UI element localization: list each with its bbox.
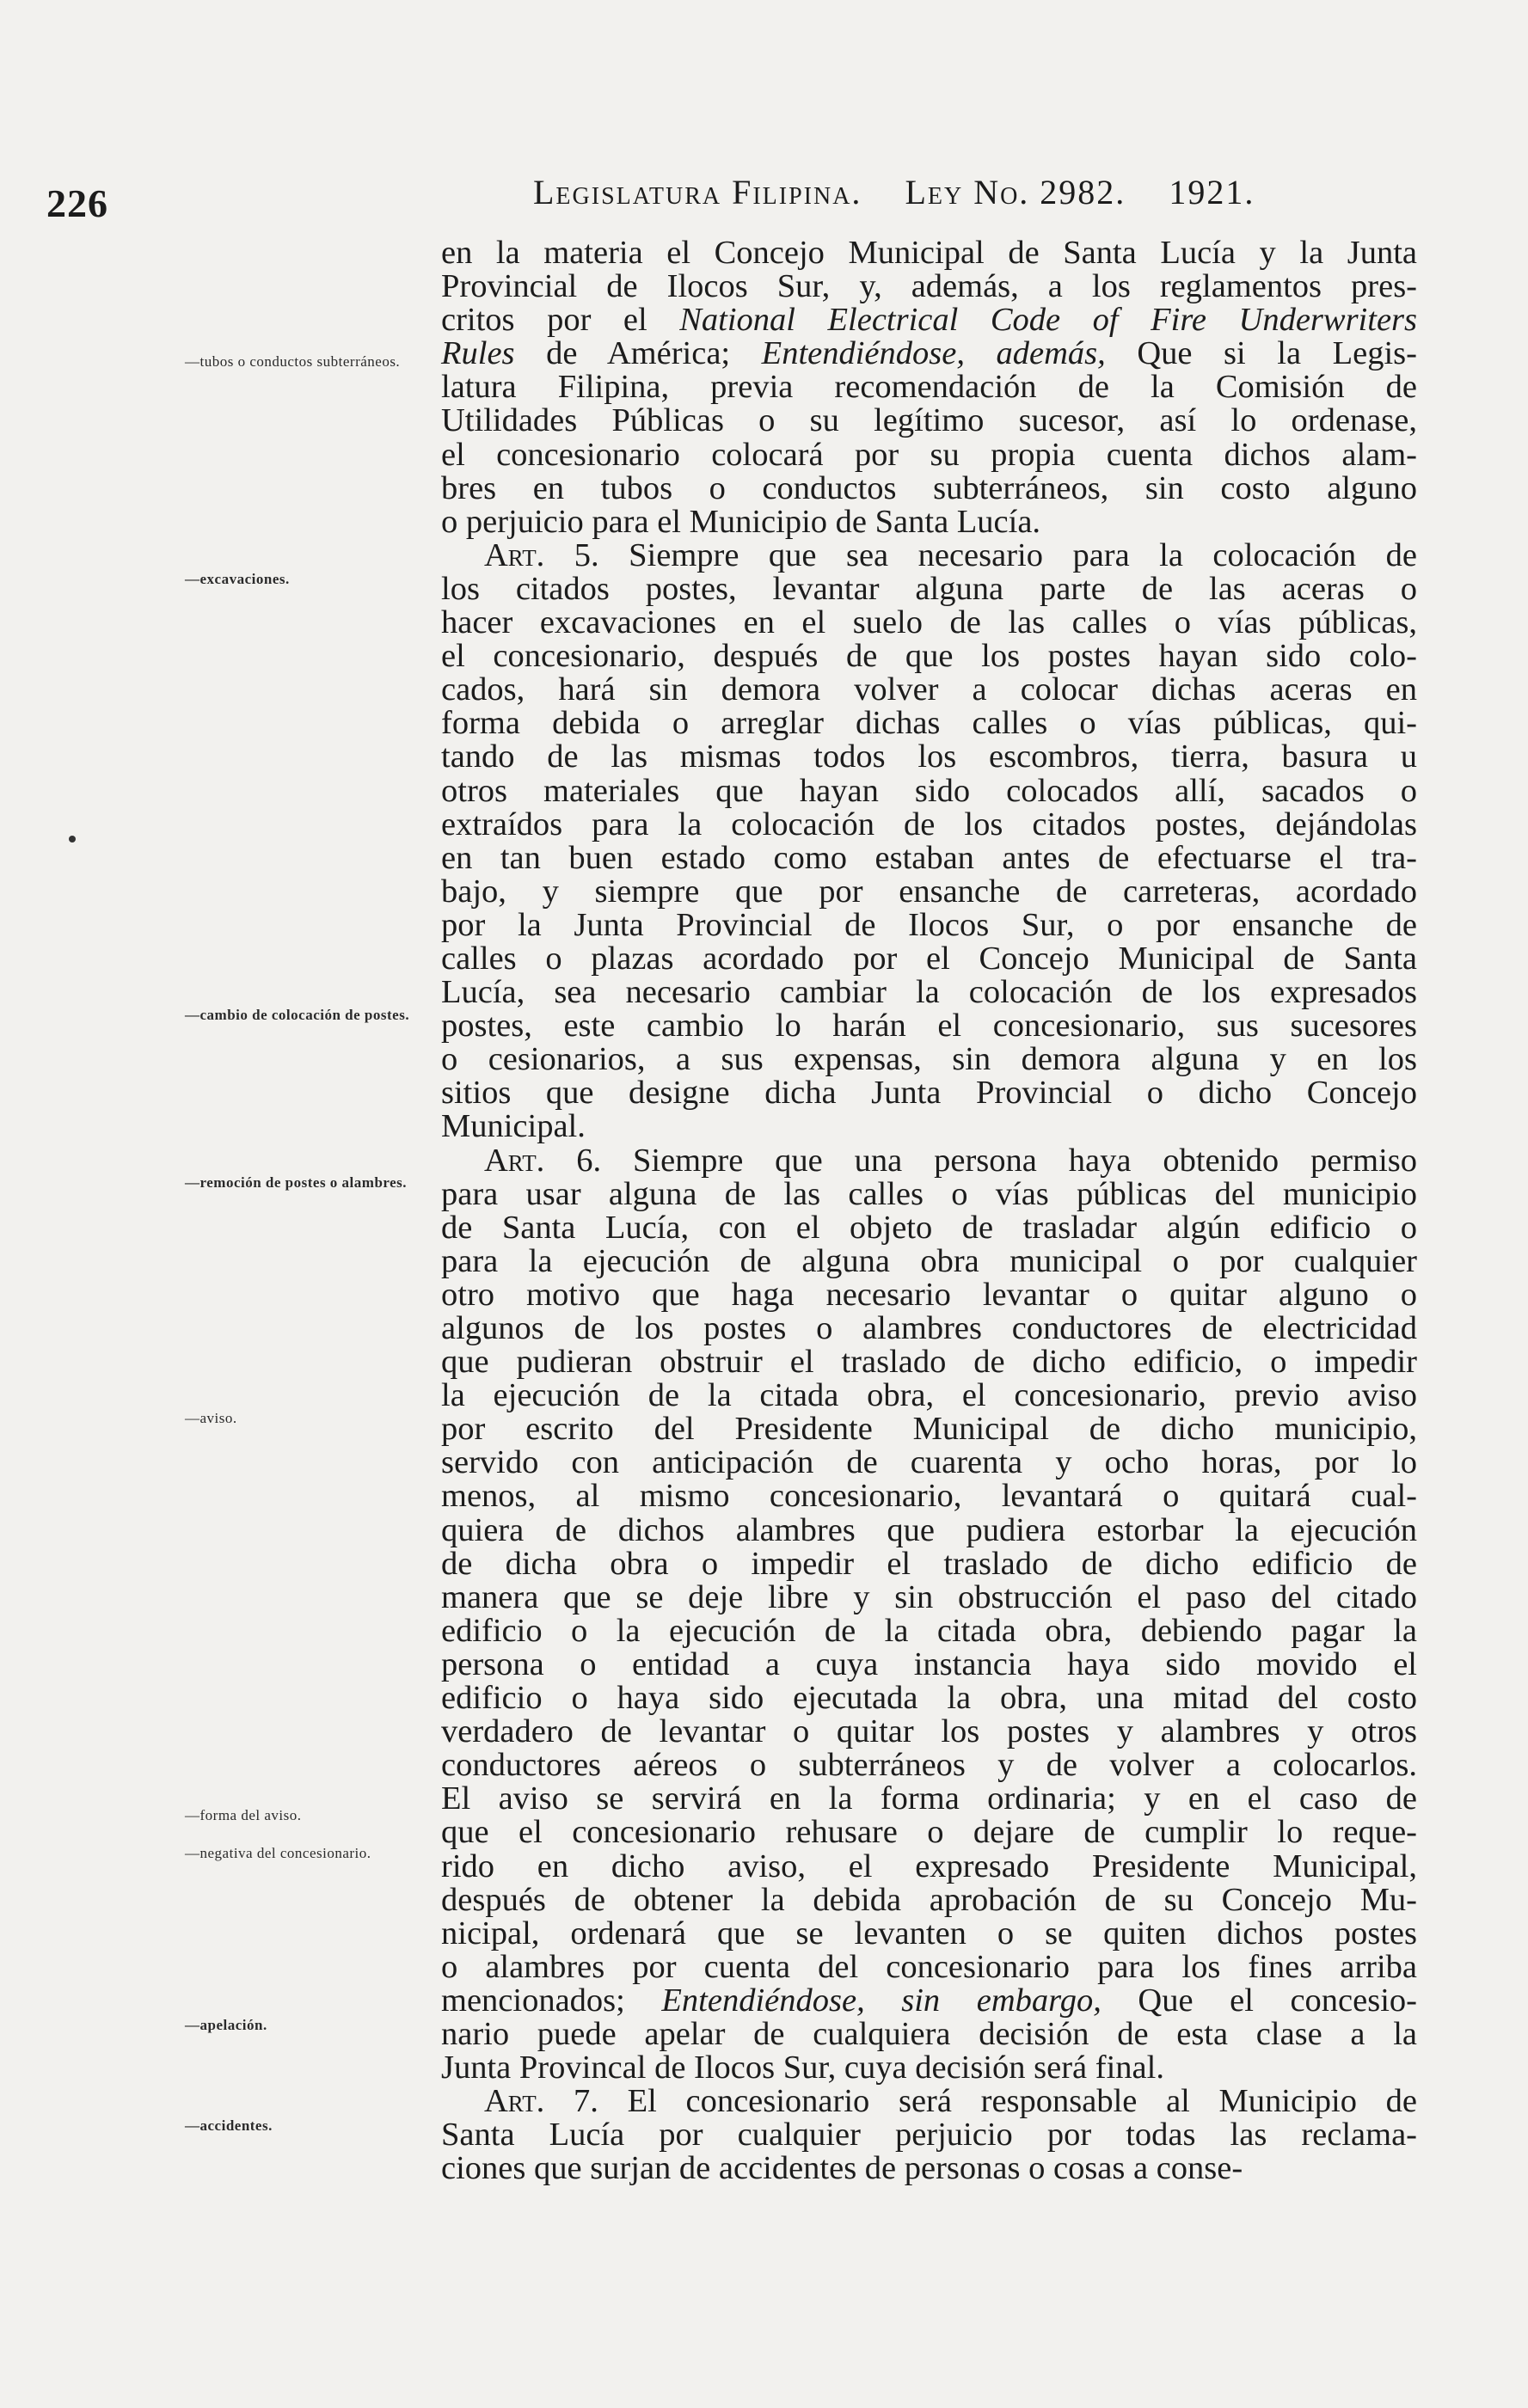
text-line: de Santa Lucía, con el objeto de trasladar algún edificio o	[441, 1209, 1417, 1246]
text-line: extraídos para la colocación de los citados postes, dejándolas	[441, 806, 1417, 842]
text-line: menos, al mismo concesionario, levantará o quitará cual-	[441, 1478, 1417, 1515]
text-line: sitios que designe dicha Junta Provincial o dicho Concejo	[441, 1075, 1417, 1112]
text-line: calles o plazas acordado por el Concejo Municipal de Santa	[441, 940, 1417, 977]
text-line: otro motivo que haga necesario levantar o quitar alguno o	[441, 1276, 1417, 1313]
text-line: ciones que surjan de accidentes de personas o cosas a conse-	[441, 2150, 1243, 2187]
text-line: nario puede apelar de cualquiera decisión de esta clase a la	[441, 2015, 1417, 2052]
text-line: Provincial de Ilocos Sur, y, además, a los reglamentos pres-	[441, 268, 1417, 305]
margin-note-excavaciones: —excavaciones.	[185, 571, 290, 587]
text-line: para la ejecución de alguna obra municipal o por cualquier	[441, 1242, 1417, 1279]
text-line: el concesionario, después de que los postes hayan sido colo-	[441, 638, 1417, 675]
margin-note-apelacion: —apelación.	[185, 2017, 267, 2033]
text-line: después de obtener la debida aprobación de su Concejo Mu-	[441, 1881, 1417, 1918]
margin-note-forma-aviso: —forma del aviso.	[185, 1807, 302, 1823]
body-text	[441, 236, 1417, 2185]
text-line: El aviso se servirá en la forma ordinaria; y en el caso de	[441, 1780, 1417, 1817]
text-line: mencionados; Entendiéndose, sin embargo, Que el concesio-	[441, 1982, 1417, 2019]
text-line: los citados postes, levantar alguna parte de las aceras o	[441, 570, 1417, 607]
text-line: servido con anticipación de cuarenta y ocho horas, por lo	[441, 1444, 1417, 1481]
text-line: otros materiales que hayan sido colocados allí, sacados o	[441, 772, 1417, 809]
text-line: Art. 6. Siempre que una persona haya obtenido permiso	[484, 1142, 1417, 1179]
text-line: de dicha obra o impedir el traslado de dicho edificio de	[441, 1545, 1417, 1582]
text-line: Lucía, sea necesario cambiar la colocación de los expresados	[441, 974, 1417, 1011]
margin-note-cambio-colocacion: —cambio de colocación de postes.	[185, 1007, 410, 1023]
text-line: el concesionario colocará por su propia cuenta dichos alam-	[441, 436, 1417, 473]
text-line: Junta Provincal de Ilocos Sur, cuya decisión será final.	[441, 2050, 1164, 2086]
text-line: para usar alguna de las calles o vías públicas del municipio	[441, 1175, 1417, 1212]
text-line: nicipal, ordenará que se levanten o se quiten dichos postes	[441, 1915, 1417, 1952]
margin-note-aviso: —aviso.	[185, 1410, 237, 1426]
text-line: la ejecución de la citada obra, el concesionario, previo aviso	[441, 1377, 1417, 1414]
text-line: Utilidades Públicas o su legítimo sucesor, así lo ordenase,	[441, 402, 1417, 439]
text-line: tando de las mismas todos los escombros, tierra, basura u	[441, 738, 1417, 775]
text-line: postes, este cambio lo harán el concesionario, sus sucesores	[441, 1008, 1417, 1045]
text-line: o alambres por cuenta del concesionario para los fines arriba	[441, 1948, 1417, 1985]
text-line: verdadero de levantar o quitar los postes y alambres y otros	[441, 1713, 1417, 1750]
running-head	[533, 172, 1393, 212]
text-line: critos por el National Electrical Code of Fire Underwriters	[441, 302, 1418, 339]
stray-mark	[69, 836, 76, 842]
text-line: cados, hará sin demora volver a colocar dichas aceras en	[441, 671, 1417, 708]
text-line: bajo, y siempre que por ensanche de carreteras, acordado	[441, 873, 1417, 910]
text-line: forma debida o arreglar dichas calles o vías públicas, qui-	[441, 705, 1417, 742]
text-line: por la Junta Provincial de Ilocos Sur, o por ensanche de	[441, 906, 1417, 943]
page-number: 226	[46, 181, 108, 225]
margin-note-remocion: —remoción de postes o alambres.	[185, 1174, 408, 1191]
text-line: que el concesionario rehusare o dejare de cumplir lo reque-	[441, 1814, 1417, 1851]
text-line: Santa Lucía por cualquier perjuicio por todas las reclama-	[441, 2117, 1417, 2154]
text-line: conductores aéreos o subterráneos y de volver a colocarlos.	[441, 1747, 1417, 1784]
text-line: que pudieran obstruir el traslado de dicho edificio, o impedir	[441, 1344, 1417, 1381]
text-line: Municipal.	[441, 1108, 586, 1145]
text-line: latura Filipina, previa recomendación de la Comisión de	[441, 369, 1417, 406]
text-line: persona o entidad a cuya instancia haya sido movido el	[441, 1645, 1417, 1682]
text-line: hacer excavaciones en el suelo de las calles o vías públicas,	[441, 604, 1417, 641]
text-line: en tan buen estado como estaban antes de efectuarse el tra-	[441, 839, 1417, 876]
text-line: en la materia el Concejo Municipal de Santa Lucía y la Junta	[441, 235, 1417, 271]
text-line: rido en dicho aviso, el expresado Presidente Municipal,	[441, 1847, 1417, 1884]
text-line: quiera de dichos alambres que pudiera estorbar la ejecución	[441, 1511, 1417, 1548]
text-line: edificio o haya sido ejecutada la obra, una mitad del costo	[441, 1680, 1417, 1717]
running-head-law-number: Ley No. 2982.	[905, 173, 1126, 211]
text-line: Art. 7. El concesionario será responsable al Municipio de	[484, 2083, 1417, 2120]
margin-note-tubos: —tubos o conductos subterráneos.	[185, 353, 401, 370]
text-line: algunos de los postes o alambres conductores de electricidad	[441, 1310, 1417, 1346]
text-line: o perjuicio para el Municipio de Santa Lucía.	[441, 503, 1041, 540]
text-line: bres en tubos o conductos subterráneos, sin costo alguno	[441, 469, 1417, 506]
text-line: manera que se deje libre y sin obstrucción el paso del citado	[441, 1578, 1417, 1615]
running-head-year: 1921.	[1169, 173, 1255, 211]
text-line: Art. 5. Siempre que sea necesario para la colocación de	[484, 536, 1417, 573]
margin-note-negativa: —negativa del concesionario.	[185, 1845, 371, 1861]
margin-note-accidentes: —accidentes.	[185, 2117, 273, 2134]
text-line: Rules de América; Entendiéndose, además, Que si la Legis-	[441, 335, 1417, 372]
text-line: edificio o la ejecución de la citada obra, debiendo pagar la	[441, 1612, 1417, 1649]
text-line: o cesionarios, a sus expensas, sin demora alguna y en los	[441, 1041, 1417, 1078]
text-line: por escrito del Presidente Municipal de dicho municipio,	[441, 1411, 1417, 1448]
running-head-legislature: Legislatura Filipina.	[533, 173, 862, 211]
